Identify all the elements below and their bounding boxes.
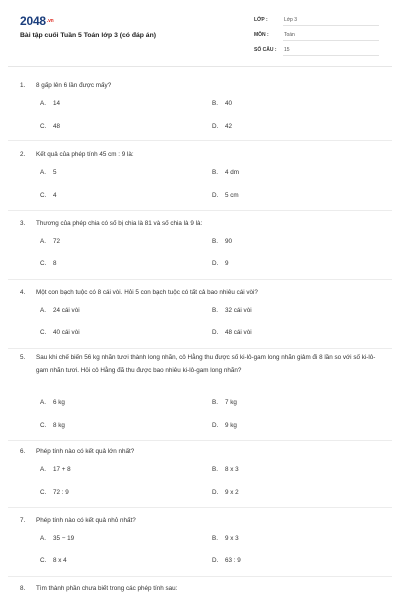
- header-divider: [8, 66, 392, 67]
- question-body: Kết quả của phép tính 45 cm : 9 là:: [36, 151, 134, 158]
- option-b[interactable]: [212, 100, 232, 107]
- option-c[interactable]: [40, 260, 57, 267]
- question-divider: [8, 210, 392, 211]
- option-text: 48: [53, 123, 61, 130]
- option-letter: A.: [40, 466, 46, 473]
- question-text: [20, 446, 382, 459]
- question-text: [20, 515, 382, 528]
- meta-count-label: SỐ CÂU :: [254, 47, 277, 53]
- option-c[interactable]: [40, 489, 69, 496]
- question-text: [20, 287, 382, 300]
- option-text: 17 + 8: [53, 466, 71, 473]
- option-text: 72 : 9: [53, 489, 69, 496]
- option-b[interactable]: [212, 466, 239, 473]
- question-body: 8 gấp lên 6 lần được mấy?: [36, 82, 112, 89]
- option-a[interactable]: [40, 169, 57, 176]
- question-divider: [8, 348, 392, 349]
- option-letter: D.: [212, 123, 219, 130]
- option-letter: D.: [212, 557, 219, 564]
- option-text: 40: [225, 100, 233, 107]
- option-letter: B.: [212, 535, 218, 542]
- option-letter: C.: [40, 489, 47, 496]
- question-text: [20, 352, 382, 374]
- question-text: [20, 583, 382, 596]
- option-b[interactable]: [212, 535, 239, 542]
- meta-subject-label: MÔN :: [254, 32, 269, 38]
- option-d[interactable]: [212, 489, 239, 496]
- option-d[interactable]: [212, 192, 239, 199]
- question-body: Phép tính nào có kết quả nhỏ nhất?: [36, 517, 136, 524]
- option-letter: B.: [212, 307, 218, 314]
- option-letter: D.: [212, 329, 219, 336]
- option-letter: C.: [40, 123, 47, 130]
- option-d[interactable]: [212, 260, 229, 267]
- option-letter: B.: [212, 100, 218, 107]
- option-letter: D.: [212, 260, 219, 267]
- option-letter: C.: [40, 422, 47, 429]
- question-body: Thương của phép chia có số bị chia là 81 và số chia là 9 là:: [36, 220, 203, 227]
- option-a[interactable]: [40, 466, 71, 473]
- question-body: Tìm thành phần chưa biết trong các phép tính sau:: [36, 585, 178, 592]
- question-number: 1.: [20, 82, 26, 89]
- option-letter: B.: [212, 466, 218, 473]
- option-letter: B.: [212, 238, 218, 245]
- option-letter: A.: [40, 100, 46, 107]
- option-d[interactable]: [212, 123, 232, 130]
- option-text: 8: [53, 260, 57, 267]
- option-letter: B.: [212, 169, 218, 176]
- question-number: 8.: [20, 585, 26, 592]
- option-text: 4 dm: [225, 169, 239, 176]
- option-text: 48 cái vòi: [225, 329, 252, 336]
- meta-count-value: 15: [284, 47, 290, 53]
- question-divider: [8, 140, 392, 141]
- option-c[interactable]: [40, 557, 67, 564]
- option-text: 35 − 19: [53, 535, 75, 542]
- option-letter: B.: [212, 399, 218, 406]
- option-a[interactable]: [40, 535, 74, 542]
- option-text: 8 x 4: [53, 557, 67, 564]
- option-c[interactable]: [40, 192, 57, 199]
- option-b[interactable]: [212, 169, 239, 176]
- option-letter: A.: [40, 307, 46, 314]
- question-number: 2.: [20, 151, 26, 158]
- option-letter: A.: [40, 399, 46, 406]
- option-text: 90: [225, 238, 233, 245]
- question-body: Sau khi chế biến 56 kg nhãn tươi thành long nhãn, cô Hằng thu được số ki-lô-gam long nhãn giảm đi 8 lần so với số ki-lô-gam nhãn tươi. Hỏi cô Hằng đã thu được bao nhiêu ki-lô-gam long nhãn?: [36, 354, 376, 374]
- option-b[interactable]: [212, 399, 237, 406]
- option-text: 8 x 3: [225, 466, 239, 473]
- option-text: 8 kg: [53, 422, 65, 429]
- option-b[interactable]: [212, 307, 252, 314]
- worksheet-title: Bài tập cuối Tuần 5 Toán lớp 3 (có đáp án): [20, 32, 156, 39]
- option-letter: C.: [40, 557, 47, 564]
- question-divider: [8, 507, 392, 508]
- logo-suffix: .vn: [46, 18, 54, 24]
- option-letter: A.: [40, 238, 46, 245]
- option-a[interactable]: [40, 100, 60, 107]
- question-number: 7.: [20, 517, 26, 524]
- question-text: [20, 149, 382, 162]
- option-text: 9 x 3: [225, 535, 239, 542]
- option-text: 6 kg: [53, 399, 65, 406]
- option-letter: D.: [212, 489, 219, 496]
- option-text: 4: [53, 192, 57, 199]
- question-divider: [8, 279, 392, 280]
- option-text: 9 kg: [225, 422, 237, 429]
- option-text: 7 kg: [225, 399, 237, 406]
- option-letter: A.: [40, 535, 46, 542]
- option-a[interactable]: [40, 399, 65, 406]
- option-text: 9 x 2: [225, 489, 239, 496]
- question-body: Một con bạch tuộc có 8 cái vòi. Hỏi 5 con bạch tuộc có tất cả bao nhiêu cái vòi?: [36, 289, 258, 296]
- option-a[interactable]: [40, 307, 80, 314]
- question-number: 6.: [20, 448, 26, 455]
- option-text: 42: [225, 123, 233, 130]
- site-logo[interactable]: [20, 14, 54, 28]
- option-letter: D.: [212, 192, 219, 199]
- option-text: 32 cái vòi: [225, 307, 252, 314]
- question-number: 4.: [20, 289, 26, 296]
- option-c[interactable]: [40, 422, 65, 429]
- option-letter: C.: [40, 192, 47, 199]
- question-text: [20, 80, 382, 93]
- option-text: 5 cm: [225, 192, 239, 199]
- option-letter: A.: [40, 169, 46, 176]
- option-a[interactable]: [40, 238, 60, 245]
- meta-subject: [254, 32, 379, 38]
- option-text: 24 cái vòi: [53, 307, 80, 314]
- option-text: 9: [225, 260, 229, 267]
- meta-class: [254, 17, 379, 23]
- question-divider: [8, 440, 392, 441]
- option-c[interactable]: [40, 123, 60, 130]
- option-text: 40 cái vòi: [53, 329, 80, 336]
- question-number: 3.: [20, 220, 26, 227]
- option-letter: C.: [40, 260, 47, 267]
- option-c[interactable]: [40, 329, 80, 336]
- option-text: 14: [53, 100, 61, 107]
- option-d[interactable]: [212, 422, 237, 429]
- question-text: [20, 218, 382, 231]
- meta-count: [254, 47, 379, 53]
- option-letter: C.: [40, 329, 47, 336]
- logo-main: 2048: [20, 14, 46, 28]
- question-body: Phép tính nào có kết quả lớn nhất?: [36, 448, 135, 455]
- option-text: 72: [53, 238, 61, 245]
- option-d[interactable]: [212, 329, 252, 336]
- option-b[interactable]: [212, 238, 232, 245]
- option-d[interactable]: [212, 557, 241, 564]
- question-number: 5.: [20, 354, 26, 361]
- question-divider: [8, 576, 392, 577]
- option-text: 5: [53, 169, 57, 176]
- meta-class-label: LỚP :: [254, 17, 268, 23]
- meta-class-value: Lớp 3: [284, 17, 298, 23]
- meta-subject-value: Toán: [284, 32, 295, 38]
- option-text: 63 : 9: [225, 557, 241, 564]
- option-letter: D.: [212, 422, 219, 429]
